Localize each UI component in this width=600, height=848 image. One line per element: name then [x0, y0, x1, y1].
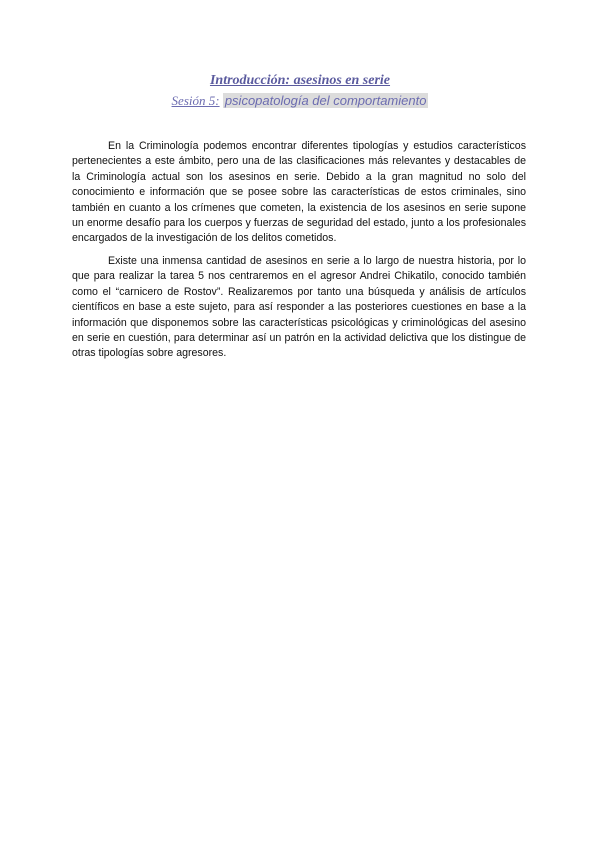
- document-title: Introducción: asesinos en serie: [209, 73, 391, 88]
- document-subtitle: [0, 92, 600, 110]
- session-topic: psicopatología del comportamiento: [224, 93, 427, 108]
- session-label: Sesión 5:: [171, 93, 220, 108]
- paragraph-chikatilo: Existe una inmensa cantidad de asesinos en serie a lo largo de nuestra historia, por lo que para realizar la tarea 5 nos centraremos en el agresor Andrei Chikatilo, conocido también como el “carnicero de Rostov”. Realizaremos por tanto una búsqueda y análisis de artículos científicos en base a este sujeto, para así responder a las posteriores cuestiones en base a la información que disponemos sobre las características psicológicas y criminológicas del asesino en serie en cuestión, para determinar así un patrón en la actividad delictiva que los distingue de otras tipologías sobre agresores.: [72, 255, 526, 360]
- paragraph-introduction: En la Criminología podemos encontrar diferentes tipologías y estudios característicos pertenecientes a este ámbito, pero una de las clasificaciones más relevantes y destacables de la Criminología actual son los asesinos en serie. Debido a la gran magnitud no solo del conocimiento e información que se posee sobre las características de estos criminales, sino también en cuanto a los crímenes que cometen, la existencia de los asesinos en serie supone un enorme desafío para los cuerpos y fuerzas de seguridad del estado, junto a los profesionales encargados de la investigación de los delitos cometidos.: [72, 140, 526, 245]
